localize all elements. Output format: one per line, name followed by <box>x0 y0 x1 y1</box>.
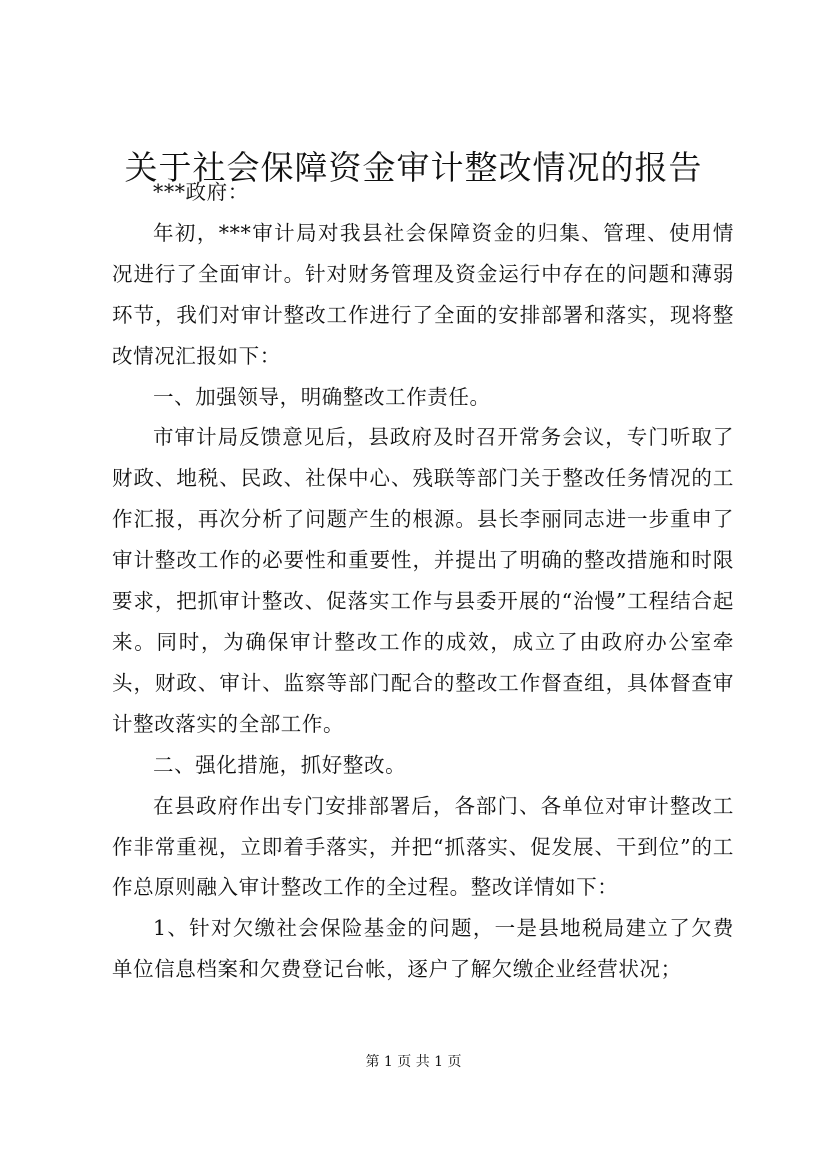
page-footer: 第 1 页 共 1 页 <box>365 1054 462 1070</box>
salutation: ***政府： <box>153 180 249 204</box>
paragraph-measures: 在县政府作出专门安排部署后，各部门、各单位对审计整改工作非常重视，立即着手落实，并把“抓落实、促发展、干到位”的工作总原则融入审计整改工作的全过程。整改详情如下： <box>112 793 734 900</box>
paragraph-leadership: 市审计局反馈意见后，县政府及时召开常务会议，专门听取了财政、地税、民政、社保中心、残联等部门关于整改任务情况的工作汇报，再次分析了问题产生的根源。县长李丽同志进一步重申了审计整改工作的必要性和重要性，并提出了明确的整改措施和时限要求，把抓审计整改、促落实工作与县委开展的“治慢”工程结合起来。同时，为确保审计整改工作的成效，成立了由政府办公室牵头，财政、审计、监察等部门配合的整改工作督查组，具体督查审计整改落实的全部工作。 <box>112 425 734 736</box>
paragraph-intro: 年初，***审计局对我县社会保障资金的归集、管理、使用情况进行了全面审计。针对财务管理及资金运行中存在的问题和薄弱环节，我们对审计整改工作进行了全面的安排部署和落实，现将整改情况汇报如下： <box>112 220 734 368</box>
paragraph-item-1: 1、针对欠缴社会保险基金的问题，一是县地税局建立了欠费单位信息档案和欠费登记台帐，逐户了解欠缴企业经营状况； <box>112 916 734 982</box>
section-heading-2: 二、强化措施，抓好整改。 <box>153 752 407 777</box>
section-heading-1: 一、加强领导，明确整改工作责任。 <box>153 384 491 409</box>
document-body <box>112 172 734 990</box>
document-title: 关于社会保障资金审计整改情况的报告 <box>124 148 703 187</box>
